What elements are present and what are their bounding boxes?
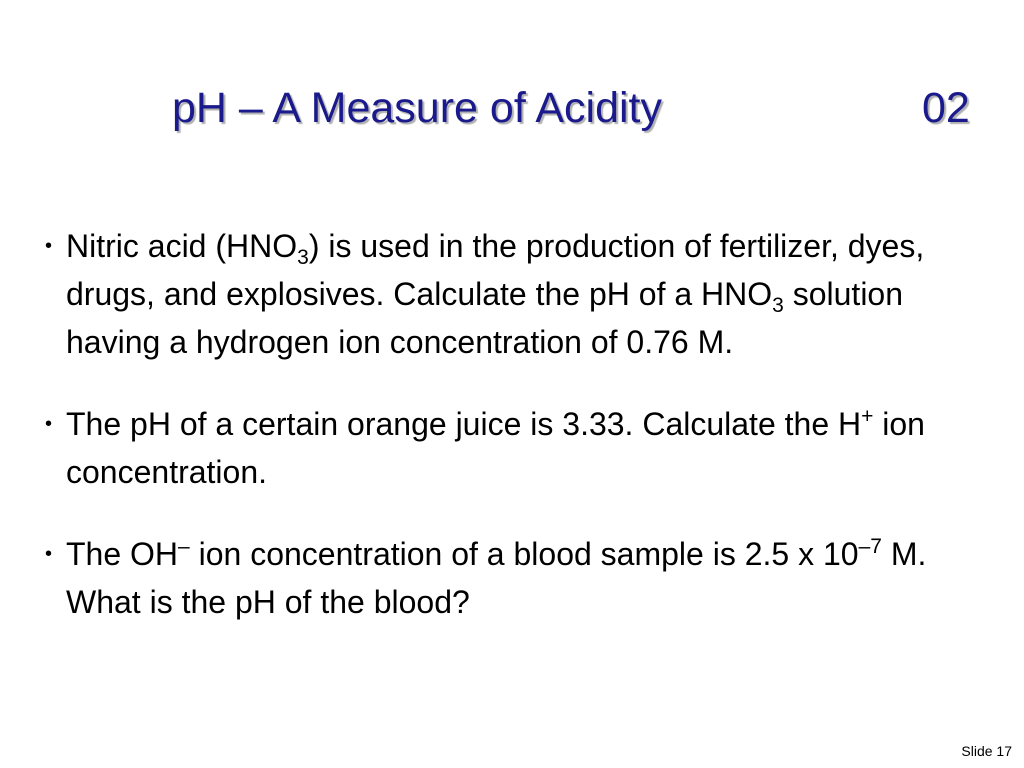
bullet-item-orange-juice xyxy=(40,400,990,496)
title-number: 02 xyxy=(922,84,970,132)
bullet-text: ion concentration. xyxy=(66,406,925,490)
bullet-text: ) is used in the production of fertilizer, dyes, drugs, and explosives. Calculate the pH of a HNO xyxy=(66,228,925,312)
superscript: + xyxy=(861,405,874,428)
bullet-marker: • xyxy=(45,413,53,435)
bullet-text: Nitric acid (HNO xyxy=(66,228,298,264)
bullet-text: solution having a hydrogen ion concentration of 0.76 M. xyxy=(66,276,904,360)
title-text: pH – A Measure of Acidity xyxy=(172,84,662,132)
superscript: –7 xyxy=(858,535,882,558)
bullet-text: The pH of a certain orange juice is 3.33. Calculate the H xyxy=(66,406,862,442)
bullet-marker: • xyxy=(45,235,53,257)
slide-title xyxy=(0,78,1024,138)
subscript: 3 xyxy=(297,246,309,269)
bullet-text: M. What is the pH of the blood? xyxy=(66,536,927,620)
superscript: – xyxy=(178,535,190,558)
subscript: 3 xyxy=(772,294,784,317)
bullet-marker: • xyxy=(45,543,53,565)
bullet-list xyxy=(40,222,990,626)
bullet-item-nitric-acid xyxy=(40,222,990,366)
bullet-text: ion concentration of a blood sample is 2.5 x 10 xyxy=(189,536,859,572)
bullet-item-blood-sample xyxy=(40,530,990,626)
slide-number: Slide 17 xyxy=(961,743,1012,759)
bullet-text: The OH xyxy=(66,536,179,572)
